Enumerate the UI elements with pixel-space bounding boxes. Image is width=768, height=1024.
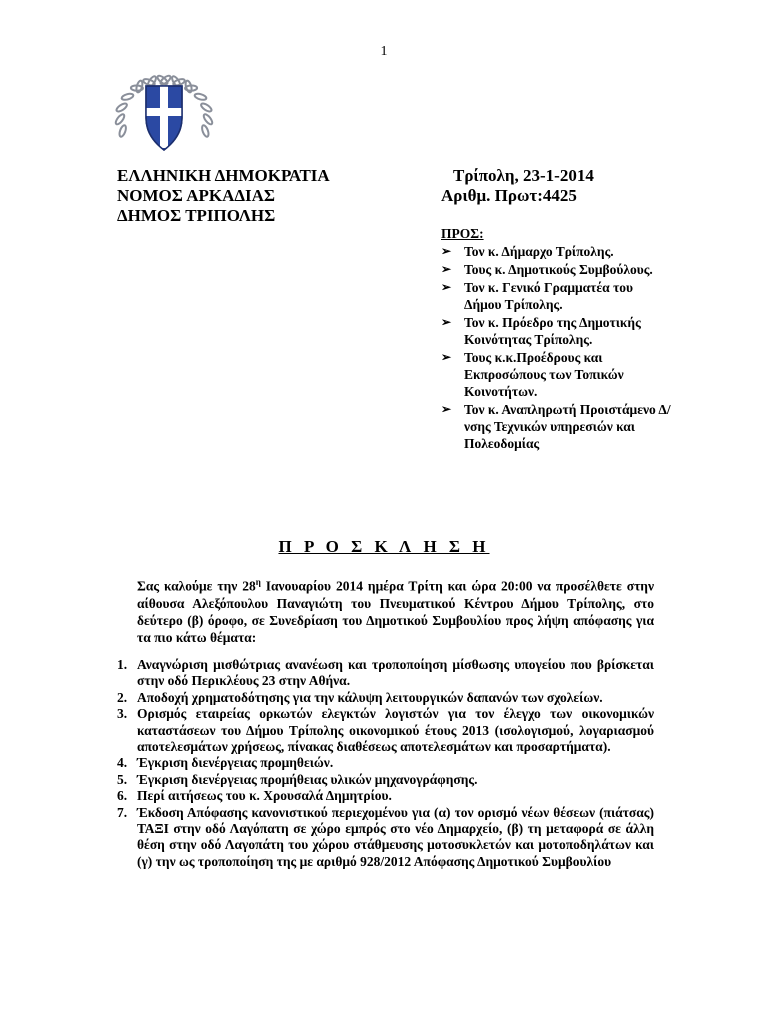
agenda-item-number: 5. — [117, 771, 128, 787]
recipient-text: Τον κ. Αναπληρωτή Προιστάμενο Δ/νσης Τεχνικών υπηρεσιών και Πολεοδομίας — [464, 402, 671, 451]
agenda-item — [117, 772, 654, 788]
issuer-municipality: ΔΗΜΟΣ ΤΡΙΠΟΛΗΣ — [117, 206, 276, 225]
recipient-item — [441, 349, 671, 400]
issuer-block — [117, 166, 330, 226]
ordinal-suffix: η — [255, 577, 261, 587]
agenda-item-number: 2. — [117, 689, 128, 705]
recipient-item — [441, 401, 671, 452]
agenda-item-number: 3. — [117, 706, 128, 722]
laurel-leaf — [201, 124, 210, 137]
agenda-item-text: Αποδοχή χρηματοδότησης για την κάλυψη λειτουργικών δαπανών των σχολείων. — [137, 689, 603, 705]
agenda-item — [117, 805, 654, 871]
recipient-item — [441, 243, 671, 260]
agenda-item-text: Έγκριση διενέργειας προμηθειών. — [137, 755, 334, 771]
greek-coat-of-arms-emblem — [112, 72, 216, 160]
invitation-title: Π Ρ Ο Σ Κ Λ Η Σ Η — [278, 537, 490, 556]
agenda-item-text: Περί αιτήσεως του κ. Χρουσαλά Δημητρίου. — [137, 788, 392, 804]
agenda-item-text: Έγκριση διενέργειας προμήθειας υλικών μηχανογράφησης. — [137, 771, 478, 787]
agenda-item — [117, 690, 654, 706]
intro-text-rest: Ιανουαρίου 2014 ημέρα Τρίτη και ώρα 20:00 να προσέλθετε στην αίθουσα Αλεξόπουλου Παναγιώτη του Πνευματικού Κέντρου Δήμου Τρίπολης, στο δεύτερο (β) όροφο, σε Συνεδρίαση του Δημοτικού Συμβουλίου προς λήψη απόφασης για τα πιο κάτω θέματα: — [137, 578, 654, 645]
agenda-item-number: 7. — [117, 804, 128, 820]
agenda-item-number: 1. — [117, 657, 128, 672]
agenda-item — [117, 755, 654, 771]
recipient-item — [441, 261, 671, 278]
page-number: 1 — [380, 44, 388, 59]
recipient-item — [441, 314, 671, 348]
laurel-leaf — [115, 102, 128, 113]
invitation-intro — [137, 574, 654, 646]
recipients-label: ΠΡΟΣ: — [441, 226, 484, 241]
recipient-text: Τους κ. Δημοτικούς Συμβούλους. — [464, 262, 653, 277]
arrow-bullet-icon: ➢ — [441, 402, 452, 416]
agenda-item-text: Αναγνώριση μισθώτριας ανανέωση και τροποποίηση μίσθωσης υπογείου που βρίσκεται στην οδό Περικλέους 23 στην Αθήνα. — [137, 657, 654, 689]
arrow-bullet-icon: ➢ — [441, 244, 452, 258]
arrow-bullet-icon: ➢ — [441, 315, 452, 329]
arrow-bullet-icon: ➢ — [441, 350, 452, 364]
agenda-item-text: Έκδοση Απόφασης κανονιστικού περιεχομένου για (α) τον ορισμό νέων θέσεων (πιάτσας) ΤΑΞΙ στην οδό Λαγόπατη σε χώρο εμπρός στο νέο Δημαρχείο, (β) τη μεταφορά σε άλλη θέση στην οδό Λαγοπάτη του χώρου στάθμευσης μοτοσυκλετών και μοτοποδηλάτων και (γ) την ως τροποποίηση της με αριθμό 928/2012 Απόφασης Δημοτικού Συμβουλίου — [137, 804, 654, 869]
arrow-bullet-icon: ➢ — [441, 280, 452, 294]
laurel-leaf — [118, 124, 127, 137]
recipients-block — [441, 225, 671, 453]
issuer-prefecture: ΝΟΜΟΣ ΑΡΚΑΔΙΑΣ — [117, 186, 276, 205]
date-protocol-block — [441, 166, 594, 206]
coat-of-arms-icon — [112, 72, 216, 160]
laurel-leaf — [114, 113, 125, 126]
agenda-item — [117, 657, 654, 690]
agenda-item-number: 6. — [117, 788, 128, 804]
recipient-item — [441, 279, 671, 313]
agenda-item — [117, 788, 654, 804]
recipient-text: Τον κ. Δήμαρχο Τρίπολης. — [464, 244, 614, 259]
arrow-bullet-icon: ➢ — [441, 262, 452, 276]
agenda-item-text: Ορισμός εταιρείας ορκωτών ελεγκτών λογιστών για τον έλεγχο των οικονομικών καταστάσεων του Δήμου Τρίπολης οικονομικού έτους 2013 (ισολογισμού, λογαριασμού αποτελεσμάτων χρήσεως, πίνακας διαθέσεως αποτελεσμάτων και προσαρτήματα). — [137, 706, 654, 755]
protocol-number: Αριθμ. Πρωτ:4425 — [441, 186, 577, 205]
agenda-list — [117, 657, 654, 870]
document-title — [0, 537, 768, 557]
issuer-country: ΕΛΛΗΝΙΚΗ ΔΗΜΟΚΡΑΤΙΑ — [117, 166, 330, 185]
recipient-text: Τους κ.κ.Προέδρους και Εκπροσώπους των Τοπικών Κοινοτήτων. — [464, 350, 624, 399]
intro-text-start: Σας καλούμε την 28 — [137, 578, 256, 594]
laurel-leaf — [194, 93, 207, 101]
recipients-list — [441, 243, 671, 452]
laurel-leaf — [121, 93, 134, 101]
document-date: Τρίπολη, 23-1-2014 — [453, 166, 594, 185]
agenda-item — [117, 706, 654, 755]
laurel-leaf — [202, 113, 213, 126]
recipient-text: Τον κ. Πρόεδρο της Δημοτικής Κοινότητας Τρίπολης. — [464, 315, 641, 347]
laurel-leaf — [200, 102, 213, 113]
recipient-text: Τον κ. Γενικό Γραμματέα του Δήμου Τρίπολης. — [464, 280, 634, 312]
agenda-item-number: 4. — [117, 755, 128, 771]
